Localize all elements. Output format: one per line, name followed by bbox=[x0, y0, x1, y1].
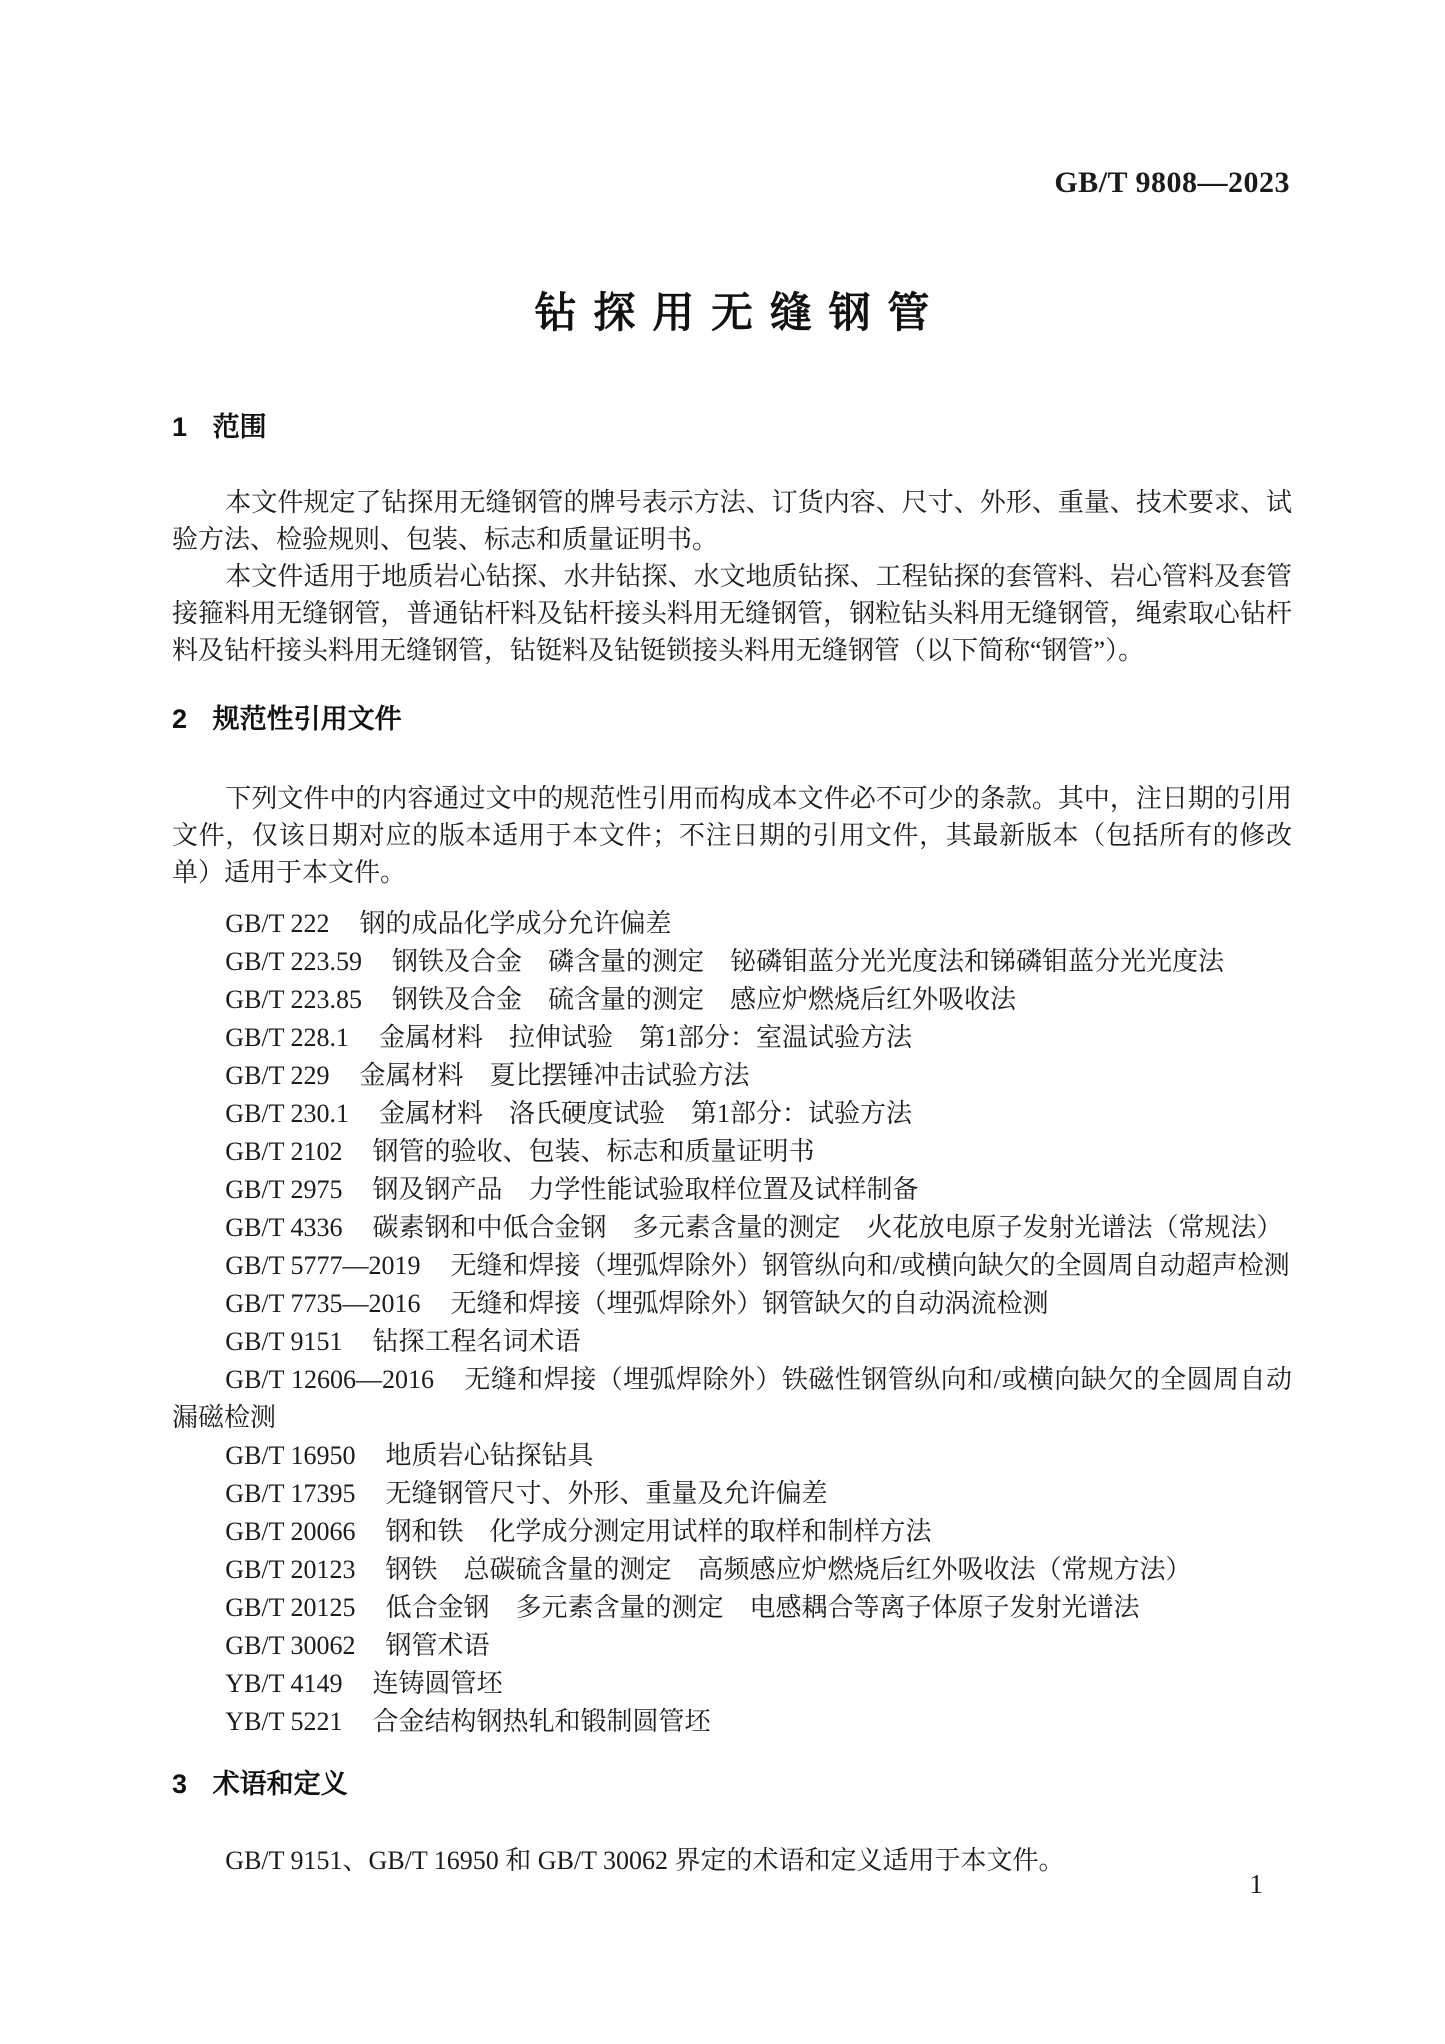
reference-title: 无缝和焊接（埋弧焊除外）钢管纵向和/或横向缺欠的全圆周自动超声检测 bbox=[450, 1251, 1290, 1280]
reference-item bbox=[172, 1209, 1292, 1247]
reference-code: YB/T 5221 bbox=[225, 1707, 343, 1736]
section-2-title: 规范性引用文件 bbox=[212, 704, 402, 734]
reference-title: 钢的成品化学成分允许偏差 bbox=[359, 909, 672, 938]
reference-title: 连铸圆管坯 bbox=[372, 1669, 503, 1698]
reference-item bbox=[172, 943, 1292, 981]
reference-code: GB/T 223.59 bbox=[225, 947, 363, 976]
reference-title: 钢管的验收、包装、标志和质量证明书 bbox=[372, 1137, 815, 1166]
reference-code: GB/T 222 bbox=[225, 909, 330, 938]
reference-code: GB/T 20123 bbox=[225, 1555, 356, 1584]
reference-item bbox=[172, 1057, 1292, 1095]
paragraph: 本文件适用于地质岩心钻探、水井钻探、水文地质钻探、工程钻探的套管料、岩心管料及套管接箍料用无缝钢管，普通钻杆料及钻杆接头料用无缝钢管，钢粒钻头料用无缝钢管，绳索取心钻杆料及钻杆接头料用无缝钢管，钻铤料及钻铤锁接头料用无缝钢管（以下简称“钢管”）。 bbox=[172, 562, 1292, 665]
reference-item bbox=[172, 1551, 1292, 1589]
reference-title: 无缝和焊接（埋弧焊除外）铁磁性钢管纵向和/或横向缺欠的全圆周自动漏磁检测 bbox=[172, 1365, 1292, 1432]
reference-item bbox=[172, 1019, 1292, 1057]
reference-item bbox=[172, 1285, 1292, 1323]
reference-code: GB/T 9151 bbox=[225, 1327, 343, 1356]
reference-code: GB/T 30062 bbox=[225, 1631, 356, 1660]
reference-item bbox=[172, 981, 1292, 1019]
reference-code: GB/T 7735—2016 bbox=[225, 1289, 421, 1318]
reference-item bbox=[172, 1437, 1292, 1475]
reference-title: 钢及钢产品 力学性能试验取样位置及试样制备 bbox=[372, 1175, 919, 1204]
reference-title: 碳素钢和中低合金钢 多元素含量的测定 火花放电原子发射光谱法（常规法） bbox=[372, 1213, 1283, 1242]
reference-title: 钢和铁 化学成分测定用试样的取样和制样方法 bbox=[385, 1517, 932, 1546]
reference-code: GB/T 228.1 bbox=[225, 1023, 350, 1052]
references-list bbox=[172, 905, 1292, 1741]
reference-code: GB/T 16950 bbox=[225, 1441, 356, 1470]
reference-title: 钻探工程名词术语 bbox=[372, 1327, 581, 1356]
section-1-title: 范围 bbox=[212, 412, 267, 442]
page-content bbox=[172, 0, 1292, 1879]
reference-item bbox=[172, 1133, 1292, 1171]
paragraph: GB/T 9151、GB/T 16950 和 GB/T 30062 界定的术语和定义适用于本文件。 bbox=[225, 1846, 1065, 1875]
section-1-number: 1 bbox=[172, 412, 188, 442]
reference-item bbox=[172, 1589, 1292, 1627]
section-1-body bbox=[172, 484, 1292, 669]
reference-code: GB/T 223.85 bbox=[225, 985, 363, 1014]
reference-title: 地质岩心钻探钻具 bbox=[385, 1441, 594, 1470]
reference-code: GB/T 20125 bbox=[225, 1593, 356, 1622]
document-title: 钻探用无缝钢管 bbox=[534, 289, 947, 336]
reference-title: 金属材料 洛氏硬度试验 第1部分：试验方法 bbox=[378, 1099, 912, 1128]
reference-item bbox=[172, 1627, 1292, 1665]
reference-item bbox=[172, 1361, 1292, 1437]
reference-item bbox=[172, 1171, 1292, 1209]
reference-code: GB/T 5777—2019 bbox=[225, 1251, 421, 1280]
reference-title: 钢铁 总碳硫含量的测定 高频感应炉燃烧后红外吸收法（常规方法） bbox=[385, 1555, 1192, 1584]
paragraph: 下列文件中的内容通过文中的规范性引用而构成本文件必不可少的条款。其中，注日期的引用文件，仅该日期对应的版本适用于本文件；不注日期的引用文件，其最新版本（包括所有的修改单）适用于本文件。 bbox=[172, 784, 1292, 887]
section-1-heading bbox=[172, 408, 1292, 446]
section-2-heading bbox=[172, 700, 1292, 738]
reference-item bbox=[172, 1247, 1292, 1285]
reference-code: GB/T 20066 bbox=[225, 1517, 356, 1546]
reference-code: GB/T 2102 bbox=[225, 1137, 343, 1166]
reference-item bbox=[172, 1703, 1292, 1741]
reference-title: 金属材料 拉伸试验 第1部分：室温试验方法 bbox=[378, 1023, 912, 1052]
reference-item bbox=[172, 1513, 1292, 1551]
reference-title: 合金结构钢热轧和锻制圆管坯 bbox=[372, 1707, 711, 1736]
section-2-number: 2 bbox=[172, 704, 188, 734]
reference-title: 低合金钢 多元素含量的测定 电感耦合等离子体原子发射光谱法 bbox=[385, 1593, 1140, 1622]
reference-title: 钢铁及合金 磷含量的测定 铋磷钼蓝分光光度法和锑磷钼蓝分光光度法 bbox=[391, 947, 1224, 976]
reference-title: 钢管术语 bbox=[385, 1631, 490, 1660]
section-3-title: 术语和定义 bbox=[212, 1769, 348, 1799]
reference-code: GB/T 17395 bbox=[225, 1479, 356, 1508]
reference-item bbox=[172, 1095, 1292, 1133]
section-3-number: 3 bbox=[172, 1769, 188, 1799]
page-number: 1 bbox=[1249, 1869, 1263, 1899]
reference-code: GB/T 12606—2016 bbox=[225, 1365, 435, 1394]
reference-code: GB/T 4336 bbox=[225, 1213, 343, 1242]
reference-code: GB/T 229 bbox=[225, 1061, 330, 1090]
reference-item bbox=[172, 1665, 1292, 1703]
reference-code: GB/T 230.1 bbox=[225, 1099, 350, 1128]
paragraph: 本文件规定了钻探用无缝钢管的牌号表示方法、订货内容、尺寸、外形、重量、技术要求、试验方法、检验规则、包装、标志和质量证明书。 bbox=[172, 488, 1292, 554]
reference-title: 钢铁及合金 硫含量的测定 感应炉燃烧后红外吸收法 bbox=[391, 985, 1016, 1014]
standard-number: GB/T 9808—2023 bbox=[1054, 166, 1290, 199]
reference-code: YB/T 4149 bbox=[225, 1669, 343, 1698]
section-3-heading bbox=[172, 1765, 1292, 1803]
reference-item bbox=[172, 905, 1292, 943]
reference-title: 无缝和焊接（埋弧焊除外）钢管缺欠的自动涡流检测 bbox=[450, 1289, 1049, 1318]
reference-item bbox=[172, 1475, 1292, 1513]
reference-title: 无缝钢管尺寸、外形、重量及允许偏差 bbox=[385, 1479, 828, 1508]
reference-code: GB/T 2975 bbox=[225, 1175, 343, 1204]
reference-title: 金属材料 夏比摆锤冲击试验方法 bbox=[359, 1061, 750, 1090]
reference-item bbox=[172, 1323, 1292, 1361]
